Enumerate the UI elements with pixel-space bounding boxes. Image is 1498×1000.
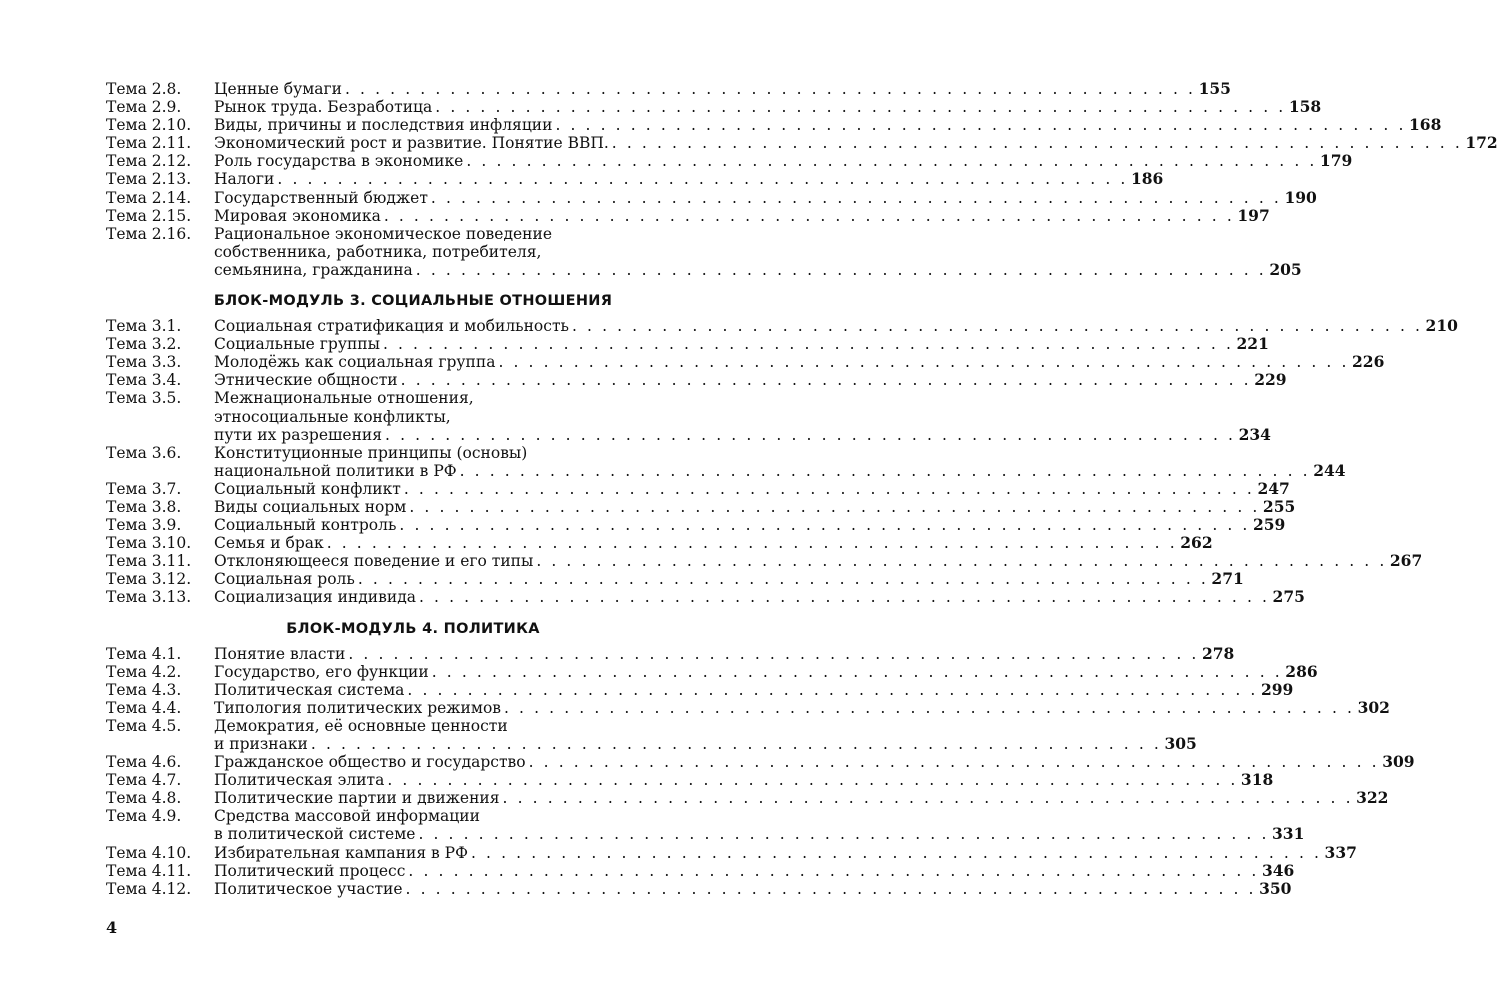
topic-body: [214, 151, 1353, 171]
topic-title: и признаки: [214, 735, 308, 753]
toc-entry[interactable]: [106, 551, 1423, 571]
topic-line: [214, 424, 1271, 444]
topic-title: Ценные бумаги: [214, 80, 342, 98]
topic-title: Типология политических режимов: [214, 698, 501, 717]
topic-line: [214, 97, 1322, 117]
page-ref: 267: [1389, 551, 1423, 571]
topic-number: Тема 3.9.: [106, 516, 182, 535]
page-ref: 179: [1319, 151, 1353, 171]
page-ref: 234: [1238, 424, 1271, 444]
topic-number: Тема 4.3.: [106, 680, 182, 699]
topic-title: Виды, причины и последствия инфляции: [214, 116, 553, 135]
topic-line: [214, 408, 720, 426]
section-heading: БЛОК-МОДУЛЬ 4. ПОЛИТИКА: [286, 620, 540, 637]
topic-title: Политический процесс: [214, 861, 406, 880]
toc-entry[interactable]: [106, 878, 1292, 898]
topic-title: Налоги: [214, 170, 275, 189]
topic-line: [214, 478, 1290, 498]
dot-leader: . . . . . . . . . . . . . . . . . . . . . . . . . . . . . . . . . . . . . . . . . . . . . . . . . . . . . . . . .: [498, 353, 1350, 372]
topic-body: [214, 533, 1213, 553]
dot-leader: . . . . . . . . . . . . . . . . . . . . . . . . . . . . . . . . . . . . . . . . . . . . . . . . . . . . . . . . .: [399, 516, 1250, 535]
topic-title: Молодёжь как социальная группа: [214, 353, 496, 372]
page-ref: 205: [1269, 259, 1302, 279]
topic-title: Понятие власти: [214, 644, 346, 663]
topic-number: Тема 4.12.: [106, 879, 192, 898]
page-ref: 244: [1313, 460, 1346, 480]
toc-entry[interactable]: [106, 661, 1318, 681]
toc-entry[interactable]: [106, 169, 1164, 189]
page-ref: 168: [1409, 115, 1442, 135]
topic-line: [214, 115, 1442, 135]
topic-body: [214, 478, 1290, 498]
topic-title: Социальные группы: [214, 335, 380, 354]
topic-title: Семья и брак: [214, 534, 324, 553]
topic-line: [214, 460, 1346, 480]
topic-body: [214, 316, 1458, 336]
topic-body: [214, 860, 1295, 880]
topic-body: [214, 133, 1498, 153]
topic-body: [214, 79, 1231, 98]
page-ref: 229: [1254, 370, 1287, 390]
toc-entry[interactable]: [106, 643, 1235, 663]
toc-entry[interactable]: [106, 569, 1244, 589]
topic-body: [214, 697, 1390, 717]
topic-title: собственника, работника, потребителя,: [214, 242, 542, 261]
topic-title: Государство, его функции: [214, 662, 429, 681]
topic-line: [214, 661, 1318, 681]
toc-entry[interactable]: [106, 224, 1302, 279]
topic-line: [214, 370, 1287, 390]
topic-body: [214, 770, 1274, 790]
topic-number: Тема 2.14.: [106, 188, 192, 207]
page-ref: 197: [1237, 205, 1270, 225]
topic-body: [214, 551, 1423, 571]
toc-entry[interactable]: [106, 334, 1269, 354]
topic-body: [214, 115, 1442, 135]
dot-leader: . . . . . . . . . . . . . . . . . . . . . . . . . . . . . . . . . . . . . . . . . . . . . . . . . . . . . . . . .: [611, 134, 1463, 153]
topic-title: Социальная роль: [214, 570, 355, 589]
topic-body: [214, 752, 1415, 772]
topic-line: [214, 770, 1274, 790]
toc-entry[interactable]: [106, 370, 1287, 390]
section-heading: БЛОК-МОДУЛЬ 3. СОЦИАЛЬНЫЕ ОТНОШЕНИЯ: [213, 293, 613, 310]
page-ref: 259: [1252, 515, 1286, 535]
dot-leader: . . . . . . . . . . . . . . . . . . . . . . . . . . . . . . . . . . . . . . . . . . . . . . . . . . . . . . . . .: [418, 588, 1270, 607]
topic-number: Тема 4.10.: [106, 843, 192, 862]
page-ref: 305: [1164, 734, 1197, 753]
topic-number: Тема 4.7.: [106, 771, 182, 790]
topic-title: Гражданское общество и государство: [214, 753, 526, 772]
page-ref: 331: [1272, 824, 1305, 844]
topic-line: [214, 187, 1317, 207]
toc-entry[interactable]: [106, 697, 1390, 717]
toc-entry[interactable]: [106, 788, 1389, 808]
dot-leader: . . . . . . . . . . . . . . . . . . . . . . . . . . . . . . . . . . . . . . . . . . . . . . . . . . . . . . . . .: [405, 879, 1257, 898]
topic-title: Политическое участие: [214, 879, 403, 898]
topic-line: [214, 734, 1197, 753]
topic-title: этносоциальные конфликты,: [214, 407, 451, 426]
topic-line: [214, 334, 1269, 354]
topic-number: Тема 4.6.: [106, 753, 182, 772]
toc-entry[interactable]: [106, 443, 1346, 480]
topic-number: Тема 3.1.: [106, 317, 182, 336]
toc-entry[interactable]: [106, 770, 1274, 790]
topic-body: [214, 643, 1235, 663]
topic-body: [214, 878, 1292, 898]
dot-leader: . . . . . . . . . . . . . . . . . . . . . . . . . . . . . . . . . . . . . . . . . . . . . . . . . . . . . . . . .: [400, 371, 1252, 390]
topic-line: [214, 496, 1296, 516]
topic-title: в политической системе: [214, 825, 416, 844]
page-ref: 226: [1352, 352, 1385, 372]
toc-entry[interactable]: [106, 79, 1231, 98]
topic-title: Социальный контроль: [214, 516, 397, 535]
topic-number: Тема 4.8.: [106, 789, 182, 808]
topic-line: [214, 389, 720, 407]
topic-line: [214, 878, 1292, 898]
topic-body: [214, 224, 1302, 279]
topic-number: Тема 4.1.: [106, 644, 182, 663]
page-ref: 278: [1201, 643, 1235, 663]
topic-number: Тема 2.10.: [106, 116, 192, 135]
topic-number: Тема 3.2.: [106, 335, 182, 354]
toc-entry[interactable]: [106, 115, 1442, 135]
page-ref: 309: [1382, 752, 1415, 772]
topic-body: [214, 716, 1197, 753]
topic-title: Политические партии и движения: [214, 789, 500, 808]
page-ref: 221: [1236, 334, 1269, 354]
topic-body: [214, 661, 1318, 681]
dot-leader: . . . . . . . . . . . . . . . . . . . . . . . . . . . . . . . . . . . . . . . . . . . . . . . . . . . . . . . . .: [277, 170, 1128, 189]
topic-line: [214, 444, 720, 462]
topic-body: [214, 569, 1244, 589]
topic-title: Средства массовой информации: [214, 807, 480, 826]
topic-title: Политическая элита: [214, 771, 385, 790]
page-ref: 255: [1262, 496, 1296, 516]
topic-title: пути их разрешения: [214, 425, 383, 444]
dot-leader: . . . . . . . . . . . . . . . . . . . . . . . . . . . . . . . . . . . . . . . . . . . . . . . . . . . . . . . . .: [504, 698, 1355, 717]
topic-line: [214, 151, 1353, 171]
dot-leader: . . . . . . . . . . . . . . . . . . . . . . . . . . . . . . . . . . . . . . . . . . . . . . . . . . . . . . . . .: [536, 552, 1387, 571]
page-ref: 186: [1130, 169, 1164, 189]
topic-body: [214, 187, 1317, 207]
toc-entry[interactable]: [106, 316, 1458, 336]
dot-leader: . . . . . . . . . . . . . . . . . . . . . . . . . . . . . . . . . . . . . . . . . . . . . . . . . . . . . . . . .: [387, 771, 1238, 790]
dot-leader: . . . . . . . . . . . . . . . . . . . . . . . . . . . . . . . . . . . . . . . . . . . . . . . . . . . . . . . . .: [418, 825, 1270, 844]
dot-leader: . . . . . . . . . . . . . . . . . . . . . . . . . . . . . . . . . . . . . . . . . . . . . . . . . . . . . . . . .: [357, 570, 1209, 589]
topic-title: Социализация индивида: [214, 588, 416, 607]
topic-title: Рациональное экономическое поведение: [214, 224, 553, 243]
page-ref: 172: [1465, 133, 1498, 153]
topic-number: Тема 3.12.: [106, 570, 192, 589]
topic-line: [214, 860, 1295, 880]
dot-leader: . . . . . . . . . . . . . . . . . . . . . . . . . . . . . . . . . . . . . . . . . . . . . . . . . . . . . . . . .: [415, 260, 1267, 279]
page-ref: 286: [1285, 661, 1318, 681]
topic-title: Отклоняющееся поведение и его типы: [214, 552, 534, 571]
topic-body: [214, 352, 1385, 372]
toc-entry[interactable]: [106, 860, 1295, 880]
topic-title: Межнациональные отношения,: [214, 389, 474, 408]
topic-body: [214, 169, 1164, 189]
topic-title: Конституционные принципы (основы): [214, 443, 528, 462]
toc-entry[interactable]: [106, 97, 1322, 117]
table-of-contents: [106, 79, 1498, 898]
toc-entry[interactable]: [106, 133, 1498, 153]
topic-line: [214, 587, 1305, 607]
topic-body: [214, 389, 1271, 444]
dot-leader: . . . . . . . . . . . . . . . . . . . . . . . . . . . . . . . . . . . . . . . . . . . . . . . . . . . . . . . . .: [407, 680, 1258, 699]
toc-entry[interactable]: [106, 752, 1415, 772]
topic-line: [214, 243, 720, 261]
topic-title: Избирательная кампания в РФ: [214, 843, 468, 862]
topic-title: Роль государства в экономике: [214, 152, 464, 171]
topic-line: [214, 551, 1423, 571]
dot-leader: . . . . . . . . . . . . . . . . . . . . . . . . . . . . . . . . . . . . . . . . . . . . . . . . . . . . . . . . .: [345, 80, 1196, 98]
topic-line: [214, 169, 1164, 189]
topic-number: Тема 3.10.: [106, 534, 192, 553]
dot-leader: . . . . . . . . . . . . . . . . . . . . . . . . . . . . . . . . . . . . . . . . . . . . . . . . . . . . . . . . .: [459, 461, 1311, 480]
topic-line: [214, 807, 720, 825]
dot-leader: . . . . . . . . . . . . . . . . . . . . . . . . . . . . . . . . . . . . . . . . . . . . . . . . . . . . . . . . .: [430, 188, 1282, 207]
topic-line: [214, 79, 1231, 98]
topic-line: [214, 225, 720, 243]
toc-entry[interactable]: [106, 587, 1305, 607]
topic-body: [214, 334, 1269, 354]
page-ref: 262: [1180, 533, 1213, 553]
page-ref: 299: [1260, 679, 1294, 699]
topic-number: Тема 3.8.: [106, 497, 182, 516]
topic-line: [214, 824, 1305, 844]
dot-leader: . . . . . . . . . . . . . . . . . . . . . . . . . . . . . . . . . . . . . . . . . . . . . . . . . . . . . . . . .: [403, 479, 1255, 498]
toc-entry[interactable]: [106, 515, 1286, 535]
topic-title: Демократия, её основные ценности: [214, 716, 508, 735]
page-ref: 346: [1261, 860, 1295, 880]
toc-entry[interactable]: [106, 842, 1357, 862]
topic-line: [214, 205, 1270, 225]
topic-line: [214, 697, 1390, 717]
topic-line: [214, 788, 1389, 808]
topic-title: национальной политики в РФ: [214, 461, 457, 480]
topic-number: Тема 2.9.: [106, 98, 182, 117]
topic-body: [214, 443, 1346, 480]
dot-leader: . . . . . . . . . . . . . . . . . . . . . . . . . . . . . . . . . . . . . . . . . . . . . . . . . . . . . . . . .: [466, 152, 1317, 171]
topic-number: Тема 3.6.: [106, 443, 182, 462]
topic-title: Социальная стратификация и мобильность: [214, 317, 569, 336]
topic-number: Тема 2.15.: [106, 206, 192, 225]
dot-leader: . . . . . . . . . . . . . . . . . . . . . . . . . . . . . . . . . . . . . . . . . . . . . . . . . . . . . . . . .: [555, 116, 1407, 135]
page-ref: 210: [1425, 316, 1458, 336]
page-ref: 337: [1324, 842, 1357, 862]
topic-line: [214, 259, 1302, 279]
topic-number: Тема 2.12.: [106, 152, 192, 171]
toc-entry[interactable]: [106, 352, 1385, 372]
topic-line: [214, 643, 1235, 663]
topic-line: [214, 133, 1498, 153]
topic-title: Государственный бюджет: [214, 188, 428, 207]
topic-title: Экономический рост и развитие. Понятие ВВП.: [214, 134, 609, 153]
topic-title: семьянина, гражданина: [214, 260, 413, 279]
dot-leader: . . . . . . . . . . . . . . . . . . . . . . . . . . . . . . . . . . . . . . . . . . . . . . . . . . . . . . . . .: [382, 335, 1234, 354]
dot-leader: . . . . . . . . . . . . . . . . . . . . . . . . . . . . . . . . . . . . . . . . . . . . . . . . . . . . . . . . .: [431, 662, 1283, 681]
toc-entry[interactable]: [106, 679, 1294, 699]
topic-number: Тема 3.4.: [106, 371, 182, 390]
topic-line: [214, 352, 1385, 372]
dot-leader: . . . . . . . . . . . . . . . . . . . . . . . . . . . . . . . . . . . . . . . . . . . . . . . . . . . . . . . . .: [470, 843, 1322, 862]
topic-body: [214, 515, 1286, 535]
topic-number: Тема 4.4.: [106, 698, 182, 717]
topic-title: Рынок труда. Безработица: [214, 98, 433, 117]
toc-entry[interactable]: [106, 716, 1197, 753]
topic-number: Тема 3.7.: [106, 479, 182, 498]
dot-leader: . . . . . . . . . . . . . . . . . . . . . . . . . . . . . . . . . . . . . . . . . . . . . . . . . . . . . . . . .: [528, 753, 1380, 772]
topic-line: [214, 316, 1458, 336]
dot-leader: . . . . . . . . . . . . . . . . . . . . . . . . . . . . . . . . . . . . . . . . . . . . . . . . . . . . . . . . .: [409, 497, 1260, 516]
page-ref: 322: [1356, 788, 1389, 808]
topic-body: [214, 205, 1270, 225]
topic-number: Тема 3.3.: [106, 353, 182, 372]
dot-leader: . . . . . . . . . . . . . . . . . . . . . . . . . . . . . . . . . . . . . . . . . . . . . . . . . . . . . . . . .: [571, 317, 1423, 336]
topic-number: Тема 2.13.: [106, 170, 192, 189]
topic-number: Тема 2.8.: [106, 80, 182, 98]
page-ref: 190: [1284, 187, 1317, 207]
page-ref: 318: [1240, 770, 1274, 790]
page-ref: 247: [1257, 478, 1290, 498]
topic-title: Политическая система: [214, 680, 405, 699]
topic-number: Тема 4.5.: [106, 716, 182, 735]
topic-title: Мировая экономика: [214, 206, 381, 225]
topic-number: Тема 3.13.: [106, 588, 192, 607]
topic-body: [214, 587, 1305, 607]
topic-number: Тема 3.5.: [106, 389, 182, 408]
dot-leader: . . . . . . . . . . . . . . . . . . . . . . . . . . . . . . . . . . . . . . . . . . . . . . . . . . . . . . . . .: [383, 206, 1235, 225]
topic-number: Тема 2.16.: [106, 224, 192, 243]
dot-leader: . . . . . . . . . . . . . . . . . . . . . . . . . . . . . . . . . . . . . . . . . . . . . . . . . . . . . . . . .: [326, 534, 1178, 553]
toc-entry[interactable]: [106, 478, 1290, 498]
topic-body: [214, 370, 1287, 390]
dot-leader: . . . . . . . . . . . . . . . . . . . . . . . . . . . . . . . . . . . . . . . . . . . . . . . . . . . . . . . . .: [408, 861, 1259, 880]
topic-title: Виды социальных норм: [214, 497, 407, 516]
dot-leader: . . . . . . . . . . . . . . . . . . . . . . . . . . . . . . . . . . . . . . . . . . . . . . . . . . . . . . . . .: [348, 644, 1199, 663]
page-ref: 302: [1357, 697, 1390, 717]
page-ref: 155: [1198, 79, 1231, 98]
topic-number: Тема 4.2.: [106, 662, 182, 681]
topic-body: [214, 788, 1389, 808]
toc-entry[interactable]: [106, 151, 1353, 171]
topic-line: [214, 752, 1415, 772]
topic-title: Этнические общности: [214, 371, 398, 390]
topic-line: [214, 842, 1357, 862]
topic-body: [214, 97, 1322, 117]
topic-body: [214, 496, 1296, 516]
topic-line: [214, 717, 720, 735]
topic-title: Социальный конфликт: [214, 479, 401, 498]
topic-number: Тема 3.11.: [106, 552, 192, 571]
toc-entry[interactable]: [106, 187, 1317, 207]
topic-line: [214, 679, 1294, 699]
toc-entry[interactable]: [106, 205, 1270, 225]
toc-entry[interactable]: [106, 807, 1305, 844]
page-ref: 158: [1288, 97, 1322, 117]
page-ref: 275: [1272, 587, 1305, 607]
toc-entry[interactable]: [106, 496, 1296, 516]
topic-line: [214, 569, 1244, 589]
page-number: 4: [106, 918, 118, 937]
page-ref: 350: [1259, 878, 1292, 898]
page-ref: 271: [1211, 569, 1244, 589]
dot-leader: . . . . . . . . . . . . . . . . . . . . . . . . . . . . . . . . . . . . . . . . . . . . . . . . . . . . . . . . .: [435, 98, 1286, 117]
topic-line: [214, 533, 1213, 553]
topic-body: [214, 842, 1357, 862]
dot-leader: . . . . . . . . . . . . . . . . . . . . . . . . . . . . . . . . . . . . . . . . . . . . . . . . . . . . . . . . .: [310, 735, 1162, 753]
dot-leader: . . . . . . . . . . . . . . . . . . . . . . . . . . . . . . . . . . . . . . . . . . . . . . . . . . . . . . . . .: [502, 789, 1354, 808]
topic-line: [214, 515, 1286, 535]
dot-leader: . . . . . . . . . . . . . . . . . . . . . . . . . . . . . . . . . . . . . . . . . . . . . . . . . . . . . . . . .: [385, 425, 1236, 444]
topic-body: [214, 679, 1294, 699]
toc-entry[interactable]: [106, 389, 1271, 444]
topic-number: Тема 4.9.: [106, 807, 182, 826]
toc-entry[interactable]: [106, 533, 1213, 553]
topic-number: Тема 4.11.: [106, 861, 192, 880]
topic-body: [214, 807, 1305, 844]
topic-number: Тема 2.11.: [106, 134, 192, 153]
